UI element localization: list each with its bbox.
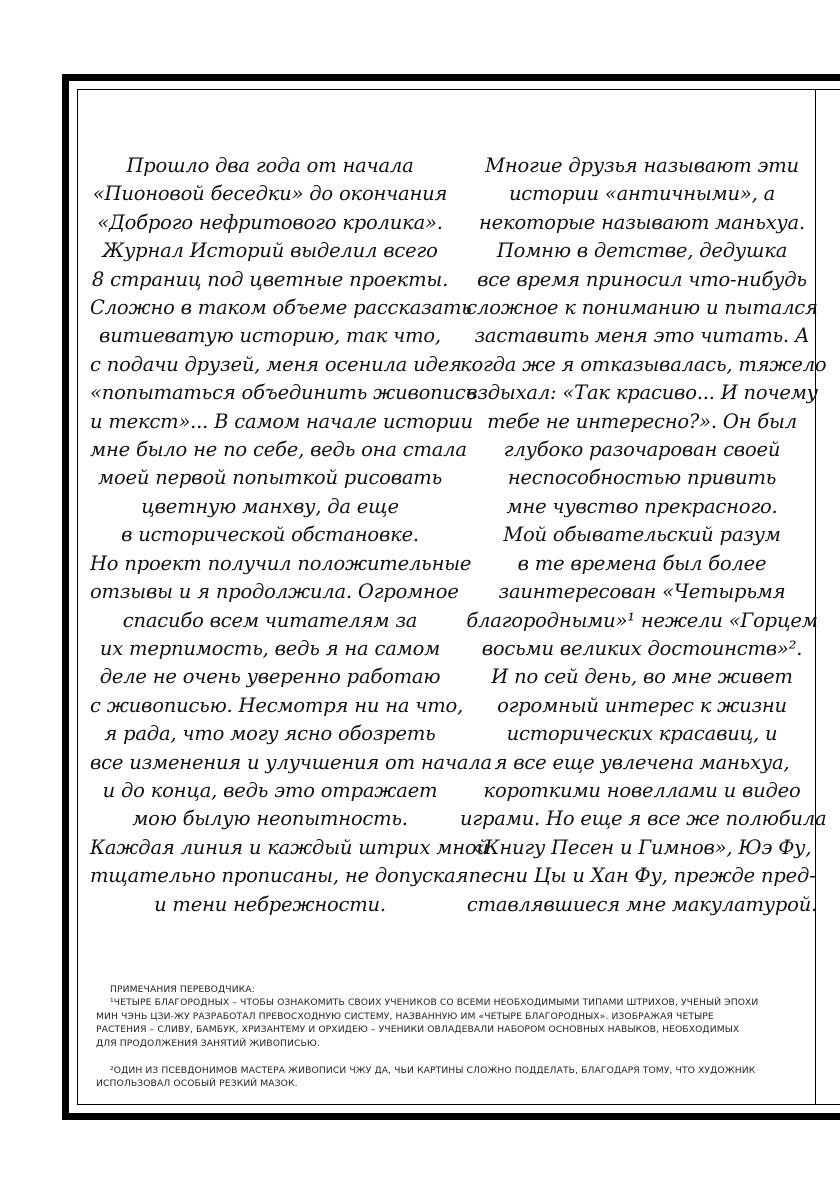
text-line: Прошло два года от начала xyxy=(126,154,414,177)
text-line: цветную манхву, да еще xyxy=(141,494,399,518)
footnote-line: ²ОДИН ИЗ ПСЕВДОНИМОВ МАСТЕРА ЖИВОПИСИ ЧЖУ ДА, ЧЬИ КАРТИНЫ СЛОЖНО ПОДДЕЛАТЬ, БЛАГОДАРЯ ТОМУ, ЧТО ХУДОЖНИК xyxy=(110,1065,756,1077)
text-line: «попытаться объединить живопись xyxy=(90,381,476,405)
text-line: Сложно в таком объеме рассказать xyxy=(90,296,472,320)
text-line: огромный интерес к жизни xyxy=(497,693,787,717)
footnote-line: ¹ЧЕТЫРЕ БЛАГОРОДНЫХ – ЧТОБЫ ОЗНАКОМИТЬ СВОИХ УЧЕНИКОВ СО ВСЕМИ НЕОБХОДИМЫМИ ТИПАМИ ШТРИХОВ, УЧЕНЫЙ ЭПОХИ xyxy=(110,997,759,1009)
text-line: истории «античными», а xyxy=(508,182,776,206)
text-line: Помню в детстве, дедушка xyxy=(496,239,788,263)
footnote-1 xyxy=(96,996,786,1050)
text-line: тщательно прописаны, не допуская xyxy=(90,864,469,888)
text-line: играми. Но еще я все же полюбила xyxy=(460,807,827,831)
text-line: восьми великих достоинств»². xyxy=(481,636,803,660)
text-line: я все еще увлечена маньхуа, xyxy=(494,750,790,774)
text-line: и до конца, ведь это отражает xyxy=(102,778,438,802)
text-line: и текст»... В самом начале истории xyxy=(90,409,473,433)
text-line: «Пионовой беседки» до окончания xyxy=(92,182,448,206)
text-line: мою былую неопытность. xyxy=(132,807,408,831)
text-line: Журнал Историй выделил всего xyxy=(102,239,438,263)
text-line: сложное к пониманию и пытался xyxy=(466,296,818,320)
text-line: 8 страниц под цветные проекты. xyxy=(91,267,449,291)
text-line: я рада, что могу ясно обозреть xyxy=(104,722,436,746)
text-line: с подачи друзей, меня осенила идея xyxy=(90,352,462,376)
text-line: «Доброго нефритового кролика». xyxy=(97,210,443,234)
text-line: Каждая линия и каждый штрих мной xyxy=(90,835,489,859)
notes-title: ПРИМЕЧАНИЯ ПЕРЕВОДЧИКА: xyxy=(110,984,255,995)
text-line: благородными»¹ нежели «Горцем xyxy=(466,608,818,632)
text-line: некоторые называют маньхуа. xyxy=(479,210,805,234)
text-line: исторических красавиц, и xyxy=(506,722,778,746)
translator-notes xyxy=(96,983,786,1091)
text-line: Но проект получил положительные xyxy=(90,551,472,575)
footnote-line: ИСПОЛЬЗОВАЛ ОСОБЫЙ РЕЗКИЙ МАЗОК. xyxy=(96,1078,298,1090)
text-line: когда же я отказывалась, тяжело xyxy=(460,352,827,376)
text-line: тебе не интересно?». Он был xyxy=(487,409,797,433)
text-line: в исторической обстановке. xyxy=(121,523,419,547)
footnote-line: ДЛЯ ПРОДОЛЖЕНИЯ ЗАНЯТИЙ ЖИВОПИСЬЮ. xyxy=(96,1037,320,1049)
text-line: Мой обывательский разум xyxy=(503,523,781,547)
text-line: мне чувство прекрасного. xyxy=(506,494,778,518)
left-text-column xyxy=(90,152,492,919)
text-line: и тени небрежности. xyxy=(154,892,386,916)
text-line: И по сей день, во мне живет xyxy=(491,665,793,689)
footnote-2 xyxy=(96,1064,786,1091)
footnote-line: РАСТЕНИЯ – СЛИВУ, БАМБУК, ХРИЗАНТЕМУ И ОРХИДЕЮ – УЧЕНИКИ ОВЛАДЕВАЛИ НАБОРОМ ОСНОВНЫХ НАВЫКОВ, НЕОБХОДИМЫХ xyxy=(96,1024,740,1036)
text-line: неспособностью привить xyxy=(507,466,777,490)
text-line: их терпимость, ведь я на самом xyxy=(99,636,441,660)
text-line: глубоко разочарован своей xyxy=(503,438,781,462)
text-line: витиеватую историю, так что, xyxy=(99,324,441,348)
text-line: заинтересован «Четырьмя xyxy=(498,580,786,604)
text-line: деле не очень уверенно работаю xyxy=(99,665,441,689)
text-line: «Книгу Песен и Гимнов», Юэ Фу, xyxy=(472,835,812,859)
text-line: все изменения и улучшения от начала xyxy=(90,750,492,774)
footnote-line: МИН ЧЭНЬ ЦЗИ-ЖУ РАЗРАБОТАЛ ПРЕВОСХОДНУЮ СИСТЕМУ, НАЗВАННУЮ ИМ «ЧЕТЫРЕ БЛАГОРОДНЫХ». ИЗОБРАЖАЯ ЧЕТЫРЕ xyxy=(96,1010,714,1022)
text-line: все время приносил что-нибудь xyxy=(477,267,807,291)
text-line: ставлявшиеся мне макулатурой. xyxy=(466,892,818,916)
right-text-column xyxy=(460,152,827,919)
text-line: мне было не по себе, ведь она стала xyxy=(90,438,467,462)
text-line: в те времена был более xyxy=(517,551,767,575)
text-line: песни Цы и Хан Фу, прежде пред- xyxy=(468,864,816,888)
text-line: короткими новеллами и видео xyxy=(483,778,801,802)
text-line: отзывы и я продолжила. Огромное xyxy=(90,580,459,604)
text-line: спасибо всем читателям за xyxy=(122,608,418,632)
text-line: Многие друзья называют эти xyxy=(485,154,799,177)
text-line: вздыхал: «Так красиво... И почему xyxy=(466,381,818,405)
text-line: с живописью. Несмотря ни на что, xyxy=(90,693,464,717)
text-line: моей первой попыткой рисовать xyxy=(98,466,442,490)
text-line: заставить меня это читать. А xyxy=(474,324,810,348)
